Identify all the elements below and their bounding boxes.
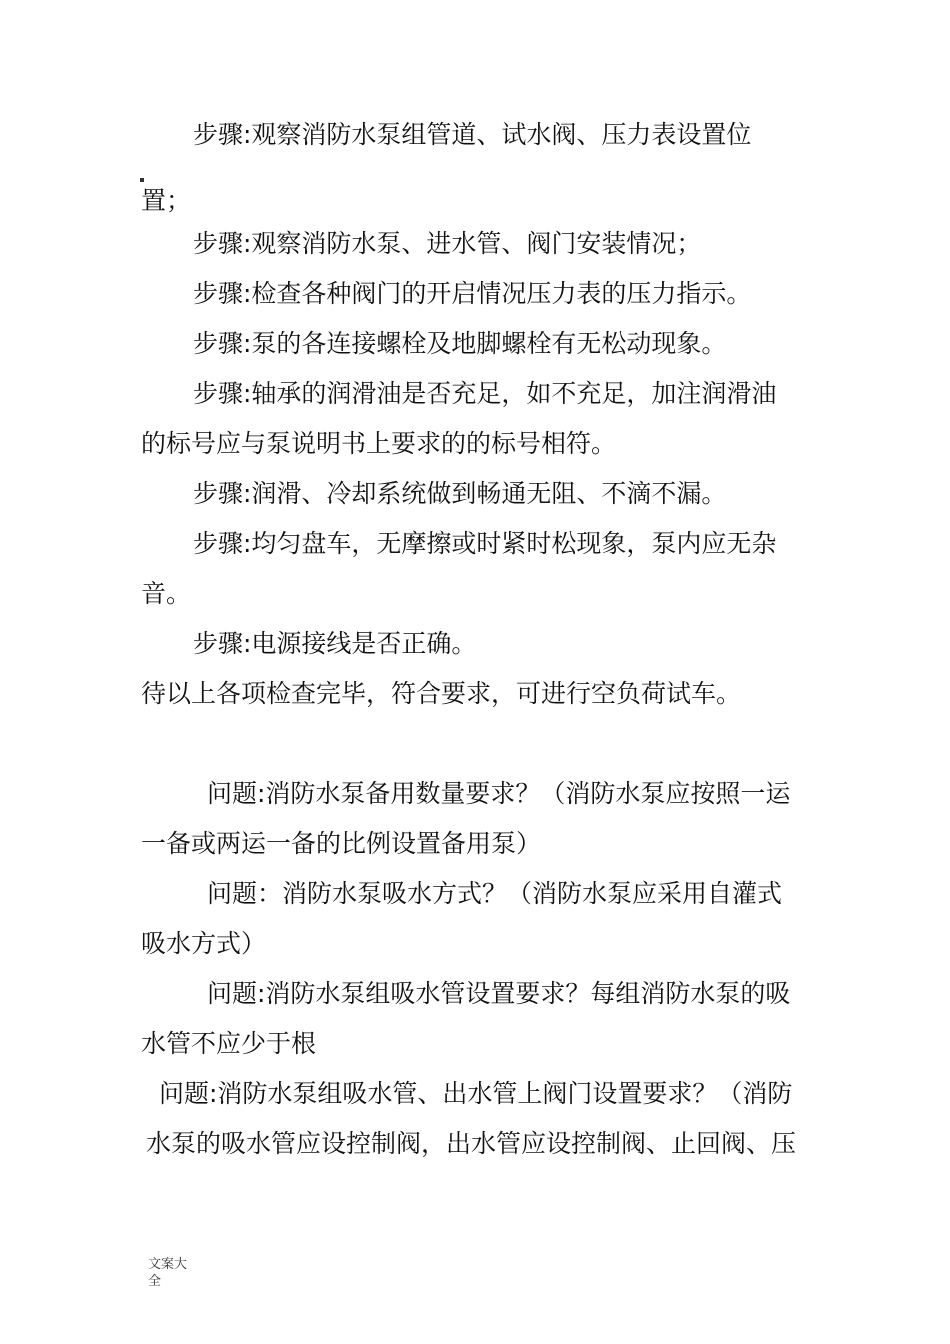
- small-mark: [140, 178, 144, 182]
- text-line: 一备或两运一备的比例设置备用泵）: [141, 829, 542, 858]
- text-line: 水泵的吸水管应设控制阀，出水管应设控制阀、止回阀、压: [146, 1129, 797, 1158]
- text-line: 步骤:泵的各连接螺栓及地脚螺栓有无松动现象。: [193, 329, 727, 358]
- text-line: 水管不应少于根: [141, 1029, 317, 1058]
- text-line: 吸水方式）: [141, 929, 267, 958]
- text-line: 问题:消防水泵组吸水管设置要求？每组消防水泵的吸: [207, 979, 791, 1008]
- text-line: 问题:消防水泵组吸水管、出水管上阀门设置要求？（消防: [159, 1079, 793, 1108]
- text-line: 问题：消防水泵吸水方式？（消防水泵应采用自灌式: [207, 879, 783, 908]
- text-line: 的标号应与泵说明书上要求的的标号相符。: [141, 429, 617, 458]
- text-line: 步骤:轴承的润滑油是否充足，如不充足，加注润滑油: [193, 379, 777, 408]
- text-line: 步骤:润滑、冷却系统做到畅通无阻、不滴不漏。: [193, 479, 727, 508]
- text-line: 步骤:均匀盘车，无摩擦或时紧时松现象，泵内应无杂: [193, 529, 777, 558]
- text-line: 置；: [141, 186, 192, 215]
- text-line: 步骤:观察消防水泵组管道、试水阀、压力表设置位: [193, 120, 752, 149]
- text-line: 音。: [141, 579, 192, 608]
- text-line: 问题:消防水泵备用数量要求？（消防水泵应按照一运: [207, 779, 791, 808]
- text-line: 步骤:观察消防水泵、进水管、阀门安装情况；: [193, 229, 702, 258]
- text-line: 步骤:检查各种阀门的开启情况压力表的压力指示。: [193, 279, 752, 308]
- text-line: 步骤:电源接线是否正确。: [193, 629, 477, 658]
- text-line: 待以上各项检查完毕，符合要求，可进行空负荷试车。: [141, 679, 742, 708]
- footer-text: 文案大全: [148, 1257, 188, 1289]
